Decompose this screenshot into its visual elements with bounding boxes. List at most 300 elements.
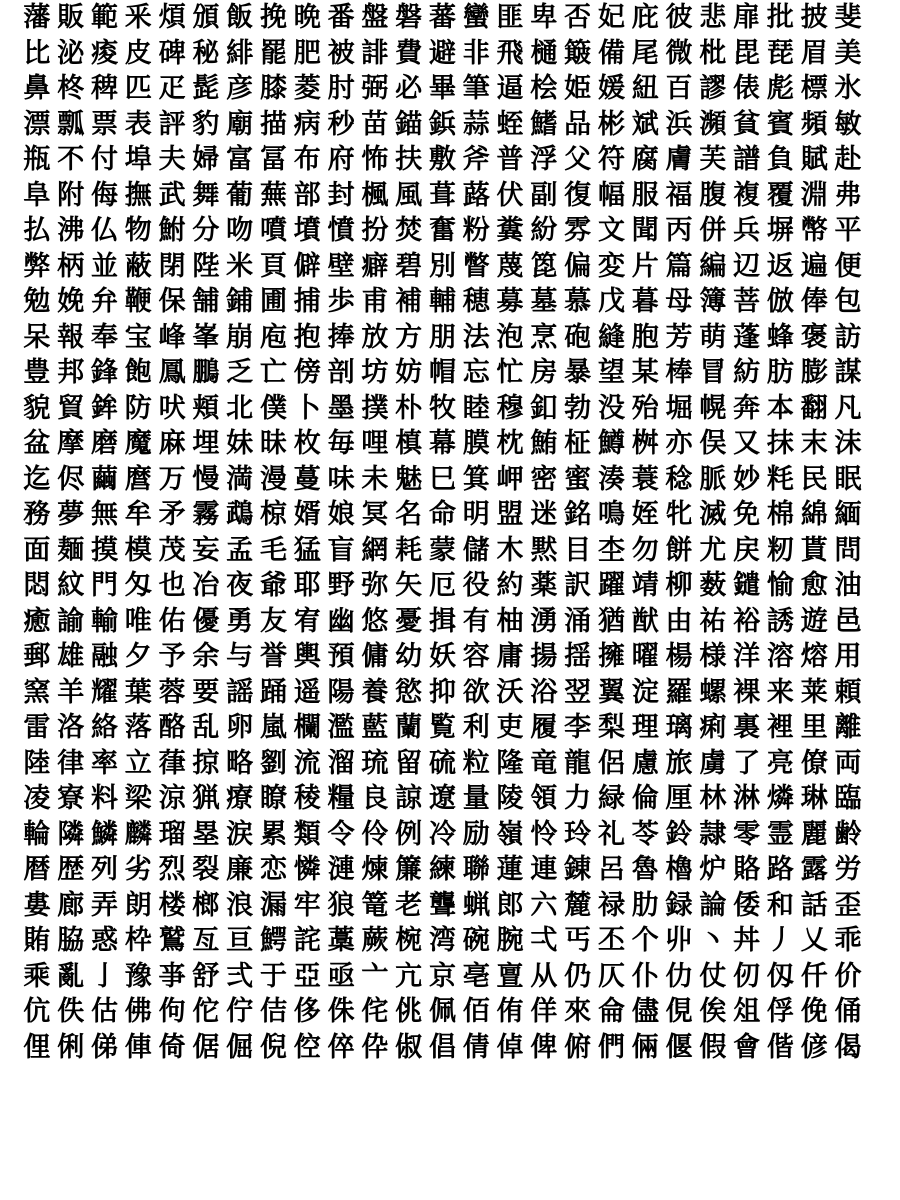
kanji-glyph: 簾 <box>395 854 423 886</box>
kanji-glyph: 訪 <box>834 321 862 353</box>
kanji-glyph: 録 <box>665 889 693 921</box>
kanji-glyph: 勇 <box>226 605 254 637</box>
kanji-glyph: 弄 <box>90 889 118 921</box>
kanji-glyph: 豫 <box>124 960 152 992</box>
kanji-glyph: 幼 <box>395 641 423 673</box>
kanji-glyph: 盤 <box>361 2 389 34</box>
kanji-glyph: 岬 <box>496 463 524 495</box>
kanji-glyph: 望 <box>597 357 625 389</box>
kanji-glyph: 亙 <box>192 925 220 957</box>
glyph-row <box>20 533 880 569</box>
kanji-glyph: 沸 <box>57 215 85 247</box>
kanji-glyph: 様 <box>699 641 727 673</box>
kanji-glyph: 輪 <box>23 818 51 850</box>
kanji-glyph: 亟 <box>327 960 355 992</box>
kanji-glyph: 偈 <box>834 1031 862 1063</box>
kanji-glyph: 淀 <box>631 676 659 708</box>
kanji-glyph: 怜 <box>530 818 558 850</box>
kanji-glyph: 藍 <box>361 712 389 744</box>
kanji-glyph: 孟 <box>226 534 254 566</box>
kanji-glyph: 琳 <box>800 783 828 815</box>
kanji-glyph: 竜 <box>530 747 558 779</box>
kanji-glyph: 亅 <box>90 960 118 992</box>
kanji-glyph: 仏 <box>90 215 118 247</box>
kanji-glyph: 没 <box>597 392 625 424</box>
kanji-glyph: 眉 <box>800 37 828 69</box>
kanji-glyph: 僕 <box>259 392 287 424</box>
kanji-glyph: 弊 <box>23 250 51 282</box>
kanji-glyph: 侏 <box>327 996 355 1028</box>
kanji-glyph: 朋 <box>428 321 456 353</box>
kanji-glyph: 鋲 <box>428 108 456 140</box>
kanji-glyph: 乱 <box>192 712 220 744</box>
kanji-glyph: 勿 <box>631 534 659 566</box>
kanji-glyph: 梨 <box>597 712 625 744</box>
kanji-glyph: 鱗 <box>90 818 118 850</box>
kanji-glyph: 否 <box>564 2 592 34</box>
kanji-glyph: 侈 <box>293 996 321 1028</box>
glyph-row <box>20 284 880 320</box>
kanji-glyph: 来 <box>766 676 794 708</box>
kanji-glyph: 晩 <box>293 2 321 34</box>
kanji-glyph: 鑓 <box>733 570 761 602</box>
kanji-glyph: 菱 <box>293 73 321 105</box>
kanji-glyph: 略 <box>226 747 254 779</box>
kanji-glyph: 賓 <box>766 108 794 140</box>
kanji-glyph: 彬 <box>597 108 625 140</box>
kanji-glyph: 包 <box>834 286 862 318</box>
kanji-glyph: 雄 <box>57 641 85 673</box>
kanji-glyph: 墓 <box>530 286 558 318</box>
kanji-glyph: 必 <box>395 73 423 105</box>
kanji-glyph: 並 <box>90 250 118 282</box>
kanji-glyph: 良 <box>361 783 389 815</box>
kanji-glyph: 毘 <box>733 37 761 69</box>
kanji-glyph: 僻 <box>293 250 321 282</box>
kanji-glyph: 箕 <box>462 463 490 495</box>
kanji-glyph: 倡 <box>428 1031 456 1063</box>
kanji-glyph: 俾 <box>530 1031 558 1063</box>
kanji-glyph: 翻 <box>800 392 828 424</box>
kanji-glyph: 媛 <box>597 73 625 105</box>
kanji-glyph: 椋 <box>259 499 287 531</box>
kanji-glyph: 縫 <box>597 321 625 353</box>
kanji-glyph: 僚 <box>800 747 828 779</box>
kanji-glyph: 詫 <box>293 925 321 957</box>
kanji-glyph: 優 <box>192 605 220 637</box>
kanji-glyph: 逼 <box>496 73 524 105</box>
kanji-glyph: 嵐 <box>259 712 287 744</box>
kanji-glyph: 姫 <box>564 73 592 105</box>
kanji-glyph: 楼 <box>158 889 186 921</box>
kanji-glyph: 偃 <box>665 1031 693 1063</box>
kanji-glyph: 畢 <box>428 73 456 105</box>
kanji-glyph: 廉 <box>226 854 254 886</box>
glyph-row <box>20 888 880 924</box>
kanji-glyph: 仗 <box>699 960 727 992</box>
kanji-glyph: 芳 <box>665 321 693 353</box>
kanji-glyph: 抑 <box>428 676 456 708</box>
kanji-glyph: 羊 <box>57 676 85 708</box>
glyph-row <box>20 0 880 36</box>
kanji-glyph: 謡 <box>226 676 254 708</box>
kanji-glyph: 耶 <box>293 570 321 602</box>
kanji-glyph: 蔽 <box>124 250 152 282</box>
kanji-glyph: 琵 <box>766 37 794 69</box>
kanji-glyph: 堀 <box>665 392 693 424</box>
kanji-glyph: 離 <box>834 712 862 744</box>
kanji-glyph: 慢 <box>192 463 220 495</box>
kanji-glyph: 椀 <box>395 925 423 957</box>
kanji-glyph: 亦 <box>665 428 693 460</box>
kanji-glyph: 瓶 <box>23 144 51 176</box>
kanji-glyph: 裕 <box>733 605 761 637</box>
kanji-glyph: 昧 <box>259 428 287 460</box>
kanji-glyph: 夫 <box>158 144 186 176</box>
kanji-glyph: 未 <box>361 463 389 495</box>
glyph-row <box>20 71 880 107</box>
kanji-glyph: 融 <box>90 641 118 673</box>
kanji-glyph: 蕪 <box>259 179 287 211</box>
kanji-glyph: 佇 <box>226 996 254 1028</box>
kanji-glyph: 湾 <box>428 925 456 957</box>
kanji-glyph: 會 <box>733 1031 761 1063</box>
kanji-glyph: 柊 <box>57 73 85 105</box>
kanji-glyph: 頼 <box>834 676 862 708</box>
kanji-glyph: 膜 <box>462 428 490 460</box>
kanji-glyph: 斧 <box>462 144 490 176</box>
kanji-glyph: 補 <box>395 286 423 318</box>
kanji-glyph: 迷 <box>530 499 558 531</box>
kanji-glyph: 又 <box>733 428 761 460</box>
kanji-glyph: 父 <box>564 144 592 176</box>
kanji-glyph: 葺 <box>428 179 456 211</box>
kanji-glyph: 賄 <box>23 925 51 957</box>
kanji-glyph: 甫 <box>361 286 389 318</box>
kanji-glyph: 里 <box>800 712 828 744</box>
kanji-glyph: 枚 <box>293 428 321 460</box>
kanji-glyph: 浴 <box>530 676 558 708</box>
kanji-glyph: 卑 <box>530 2 558 34</box>
kanji-glyph: 番 <box>327 2 355 34</box>
kanji-glyph: 滅 <box>699 499 727 531</box>
kanji-glyph: 鈴 <box>665 818 693 850</box>
kanji-glyph: 販 <box>57 2 85 34</box>
kanji-glyph: 鼻 <box>23 73 51 105</box>
kanji-glyph: 爺 <box>259 570 287 602</box>
kanji-glyph: 鮒 <box>158 215 186 247</box>
kanji-glyph: 烈 <box>158 854 186 886</box>
kanji-glyph: 避 <box>428 37 456 69</box>
kanji-glyph: 乖 <box>834 925 862 957</box>
kanji-glyph: 儲 <box>462 534 490 566</box>
kanji-glyph: 腐 <box>631 144 659 176</box>
kanji-glyph: 妹 <box>226 428 254 460</box>
kanji-glyph: 恋 <box>259 854 287 886</box>
kanji-glyph: 評 <box>158 108 186 140</box>
kanji-glyph: 帽 <box>428 357 456 389</box>
kanji-glyph: 飯 <box>226 2 254 34</box>
glyph-row <box>20 391 880 427</box>
kanji-glyph: 払 <box>23 215 51 247</box>
kanji-glyph: 疋 <box>158 73 186 105</box>
kanji-glyph: 儘 <box>631 996 659 1028</box>
kanji-glyph: 佰 <box>462 996 490 1028</box>
kanji-glyph: 莱 <box>800 676 828 708</box>
kanji-glyph: 紡 <box>733 357 761 389</box>
kanji-glyph: 篇 <box>665 250 693 282</box>
kanji-glyph: 幣 <box>800 215 828 247</box>
glyph-row <box>20 604 880 640</box>
kanji-glyph: 墳 <box>293 215 321 247</box>
kanji-glyph: 葉 <box>124 676 152 708</box>
kanji-glyph: 編 <box>699 250 727 282</box>
kanji-glyph: 亠 <box>361 960 389 992</box>
kanji-glyph: 妄 <box>192 534 220 566</box>
kanji-glyph: 密 <box>530 463 558 495</box>
kanji-glyph: 糞 <box>496 215 524 247</box>
kanji-glyph: 披 <box>800 2 828 34</box>
kanji-glyph: 友 <box>259 605 287 637</box>
kanji-glyph: 挽 <box>259 2 287 34</box>
kanji-glyph: 琉 <box>361 747 389 779</box>
kanji-glyph: 某 <box>631 357 659 389</box>
kanji-glyph: 庇 <box>631 2 659 34</box>
kanji-glyph: 容 <box>462 641 490 673</box>
kanji-glyph: 仂 <box>665 960 693 992</box>
glyph-row <box>20 320 880 356</box>
kanji-glyph: 稜 <box>293 783 321 815</box>
glyph-row <box>20 994 880 1030</box>
kanji-glyph: 罷 <box>259 37 287 69</box>
kanji-glyph: 溶 <box>766 641 794 673</box>
kanji-glyph: 味 <box>327 463 355 495</box>
kanji-glyph: 槙 <box>395 428 423 460</box>
kanji-glyph: 剖 <box>327 357 355 389</box>
kanji-glyph: 鞭 <box>124 286 152 318</box>
kanji-glyph: 武 <box>158 179 186 211</box>
kanji-glyph: 悶 <box>23 570 51 602</box>
kanji-glyph: 伶 <box>361 818 389 850</box>
kanji-glyph: 痢 <box>699 712 727 744</box>
kanji-glyph: 慕 <box>564 286 592 318</box>
kanji-glyph: 峯 <box>192 321 220 353</box>
kanji-glyph: 幕 <box>428 428 456 460</box>
kanji-glyph: 妙 <box>733 463 761 495</box>
kanji-glyph: 釆 <box>124 2 152 34</box>
kanji-glyph: 氷 <box>834 73 862 105</box>
kanji-glyph: 侖 <box>597 996 625 1028</box>
glyph-row <box>20 639 880 675</box>
kanji-glyph: 夢 <box>57 499 85 531</box>
kanji-glyph: 佶 <box>259 996 287 1028</box>
kanji-glyph: 耀 <box>90 676 118 708</box>
kanji-glyph: 惑 <box>90 925 118 957</box>
kanji-glyph: 遍 <box>800 250 828 282</box>
kanji-glyph: 列 <box>90 854 118 886</box>
kanji-glyph: 褒 <box>800 321 828 353</box>
kanji-glyph: 倫 <box>631 783 659 815</box>
kanji-glyph: 被 <box>327 37 355 69</box>
kanji-glyph: 漫 <box>259 463 287 495</box>
kanji-glyph: 矢 <box>395 570 423 602</box>
kanji-glyph: 埠 <box>124 144 152 176</box>
kanji-glyph: 旅 <box>665 747 693 779</box>
glyph-row <box>20 426 880 462</box>
kanji-glyph: 歪 <box>834 889 862 921</box>
kanji-glyph: 姪 <box>631 499 659 531</box>
kanji-glyph: 謀 <box>834 357 862 389</box>
kanji-glyph: 乘 <box>23 960 51 992</box>
kanji-glyph: 奉 <box>90 321 118 353</box>
kanji-glyph: 也 <box>158 570 186 602</box>
kanji-glyph: 倩 <box>462 1031 490 1063</box>
kanji-glyph: 柾 <box>564 428 592 460</box>
kanji-glyph: 倪 <box>259 1031 287 1063</box>
kanji-glyph: 暴 <box>564 357 592 389</box>
kanji-glyph: 扮 <box>361 215 389 247</box>
kanji-glyph: 柳 <box>665 570 693 602</box>
kanji-glyph: 俚 <box>23 1031 51 1063</box>
kanji-glyph: 品 <box>564 108 592 140</box>
kanji-glyph: 遥 <box>293 676 321 708</box>
kanji-glyph: 偏 <box>564 250 592 282</box>
kanji-glyph: 俶 <box>395 1031 423 1063</box>
kanji-glyph: 麿 <box>124 463 152 495</box>
kanji-glyph: 放 <box>361 321 389 353</box>
kanji-glyph: 穆 <box>496 392 524 424</box>
kanji-glyph: 羅 <box>665 676 693 708</box>
kanji-glyph: 淵 <box>800 179 828 211</box>
kanji-glyph: 六 <box>530 889 558 921</box>
kanji-glyph: 杢 <box>597 534 625 566</box>
kanji-glyph: 夕 <box>124 641 152 673</box>
kanji-glyph: 方 <box>395 321 423 353</box>
kanji-glyph: 陛 <box>192 250 220 282</box>
kanji-glyph: 髭 <box>192 73 220 105</box>
kanji-glyph: 例 <box>395 818 423 850</box>
kanji-glyph: 癖 <box>361 250 389 282</box>
kanji-glyph: 廊 <box>57 889 85 921</box>
kanji-glyph: 櫓 <box>665 854 693 886</box>
kanji-glyph: 硫 <box>428 747 456 779</box>
kanji-glyph: 茂 <box>158 534 186 566</box>
kanji-glyph: 貰 <box>800 534 828 566</box>
kanji-glyph: 秘 <box>192 37 220 69</box>
kanji-glyph: 仟 <box>800 960 828 992</box>
kanji-glyph: 葎 <box>158 747 186 779</box>
kanji-glyph: 抹 <box>766 428 794 460</box>
kanji-glyph: 郵 <box>23 641 51 673</box>
kanji-glyph: 燐 <box>766 783 794 815</box>
kanji-glyph: 吠 <box>158 392 186 424</box>
glyph-row <box>20 959 880 995</box>
kanji-glyph: 問 <box>834 534 862 566</box>
kanji-glyph: 福 <box>665 179 693 211</box>
kanji-glyph: 役 <box>462 570 490 602</box>
kanji-glyph: 揺 <box>564 641 592 673</box>
kanji-glyph: 忙 <box>496 357 524 389</box>
kanji-glyph: 愉 <box>766 570 794 602</box>
kanji-glyph: 藁 <box>327 925 355 957</box>
kanji-glyph: 雷 <box>23 712 51 744</box>
kanji-glyph: 砲 <box>564 321 592 353</box>
kanji-glyph: 模 <box>124 534 152 566</box>
glyph-row <box>20 852 880 888</box>
kanji-glyph: 梁 <box>124 783 152 815</box>
kanji-glyph: 病 <box>293 108 321 140</box>
kanji-glyph: 濫 <box>327 712 355 744</box>
kanji-glyph: 怖 <box>361 144 389 176</box>
kanji-glyph: 憂 <box>395 605 423 637</box>
kanji-glyph: 頬 <box>192 392 220 424</box>
kanji-glyph: 煉 <box>361 854 389 886</box>
kanji-glyph: 毛 <box>259 534 287 566</box>
kanji-glyph: 倥 <box>293 1031 321 1063</box>
kanji-glyph: 于 <box>259 960 287 992</box>
kanji-glyph: 猶 <box>597 605 625 637</box>
kanji-glyph: 不 <box>57 144 85 176</box>
kanji-glyph: 彦 <box>226 73 254 105</box>
kanji-glyph: 夜 <box>226 570 254 602</box>
kanji-glyph: 譜 <box>733 144 761 176</box>
kanji-glyph: 摸 <box>90 534 118 566</box>
kanji-glyph: 痠 <box>90 37 118 69</box>
kanji-glyph: 劣 <box>124 854 152 886</box>
kanji-glyph: 非 <box>462 37 490 69</box>
kanji-glyph: 侭 <box>57 463 85 495</box>
kanji-glyph: 舗 <box>192 286 220 318</box>
kanji-glyph: 寮 <box>57 783 85 815</box>
kanji-glyph: 倅 <box>327 1031 355 1063</box>
kanji-glyph: 復 <box>564 179 592 211</box>
kanji-glyph: 鵡 <box>226 499 254 531</box>
kanji-glyph: 粒 <box>462 747 490 779</box>
kanji-glyph: 撫 <box>124 179 152 211</box>
kanji-glyph: 伉 <box>23 996 51 1028</box>
kanji-glyph: 厘 <box>665 783 693 815</box>
kanji-glyph: 楊 <box>665 641 693 673</box>
kanji-glyph: 微 <box>665 37 693 69</box>
kanji-glyph: 玲 <box>564 818 592 850</box>
kanji-glyph: 蛭 <box>496 108 524 140</box>
kanji-glyph: 紐 <box>631 73 659 105</box>
kanji-glyph: 俸 <box>800 286 828 318</box>
kanji-glyph: 宝 <box>124 321 152 353</box>
kanji-glyph: 富 <box>226 144 254 176</box>
kanji-glyph: 穂 <box>462 286 490 318</box>
kanji-glyph: 丿 <box>766 925 794 957</box>
kanji-glyph: 利 <box>462 712 490 744</box>
kanji-glyph: 陽 <box>327 676 355 708</box>
kanji-glyph: 幽 <box>327 605 355 637</box>
kanji-glyph: 蕨 <box>361 925 389 957</box>
kanji-glyph: 幌 <box>699 392 727 424</box>
kanji-glyph: 報 <box>57 321 85 353</box>
kanji-glyph: 閉 <box>158 250 186 282</box>
kanji-glyph: 扶 <box>395 144 423 176</box>
glyph-row <box>20 178 880 214</box>
kanji-glyph: 苓 <box>631 818 659 850</box>
kanji-glyph: 飽 <box>124 357 152 389</box>
kanji-glyph: 欲 <box>462 676 490 708</box>
kanji-glyph: 泌 <box>57 37 85 69</box>
kanji-glyph: 猷 <box>631 605 659 637</box>
kanji-glyph: 肋 <box>631 889 659 921</box>
kanji-glyph: 零 <box>733 818 761 850</box>
kanji-glyph: 皮 <box>124 37 152 69</box>
glyph-row <box>20 36 880 72</box>
